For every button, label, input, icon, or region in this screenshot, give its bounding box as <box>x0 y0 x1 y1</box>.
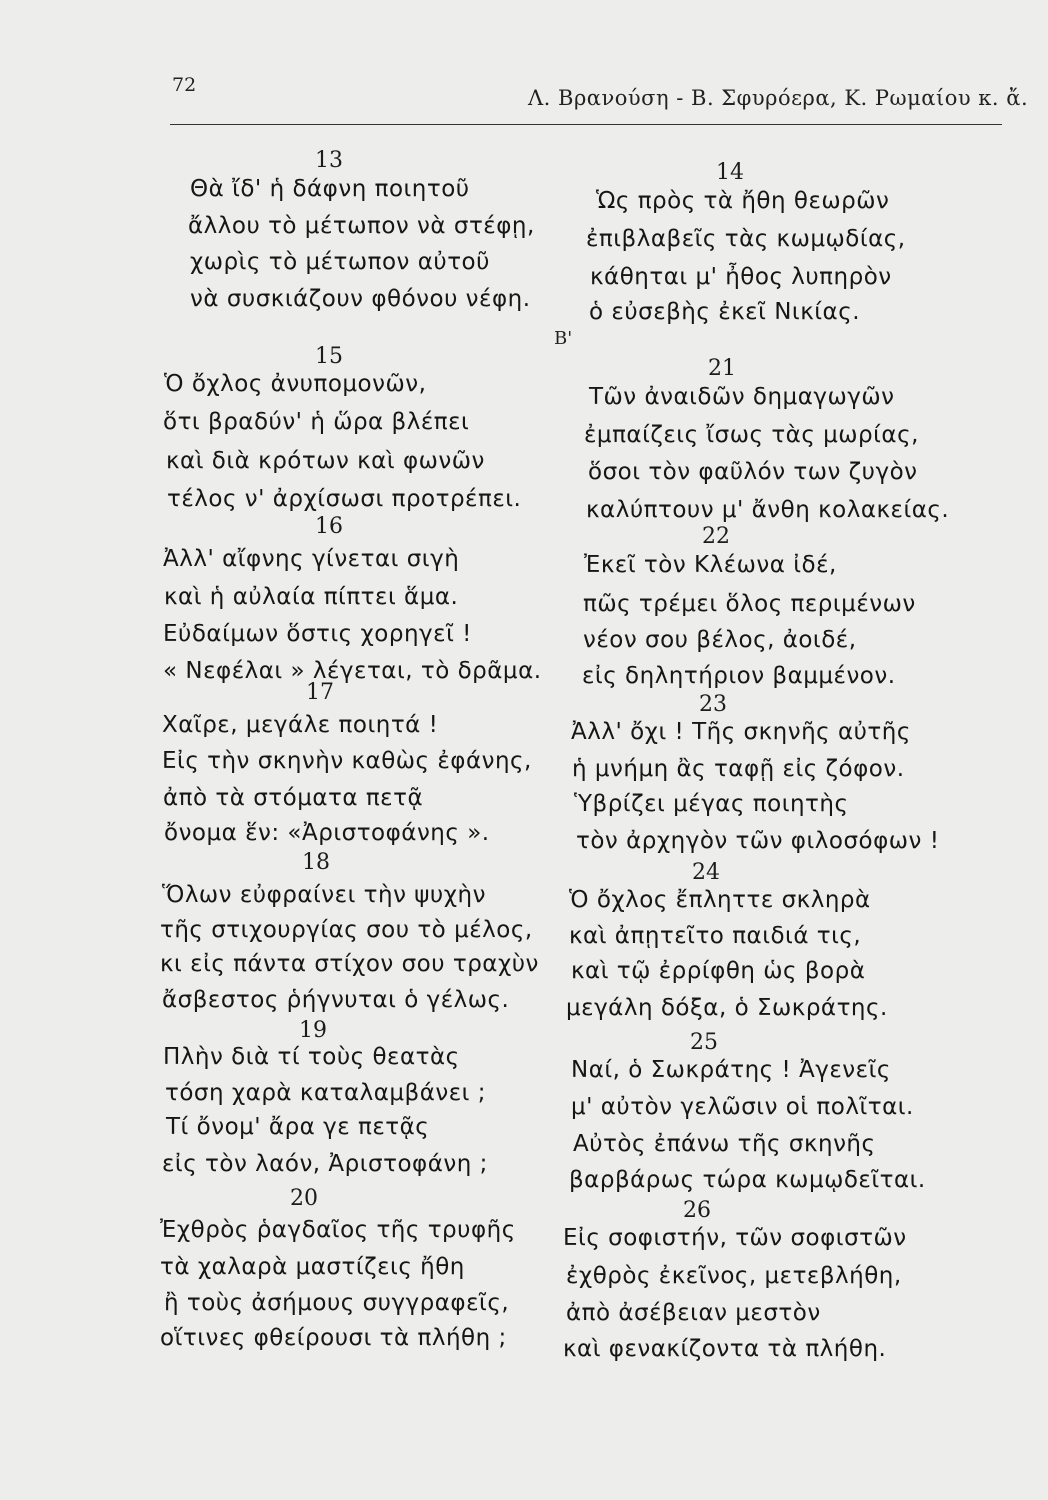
verse-line: ὁ εὐσεβὴς ἐκεῖ Νικίας. <box>589 299 861 325</box>
stanza-number: 22 <box>702 524 730 549</box>
verse-line: κι εἰς πάντα στίχον σου τραχὺν <box>160 951 539 977</box>
stanza-number: 16 <box>315 514 343 539</box>
verse-line: νὰ συσκιάζουν φθόνου νέφη. <box>190 286 531 312</box>
verse-line: καὶ διὰ κρότων καὶ φωνῶν <box>166 448 485 474</box>
verse-line: τόση χαρὰ καταλαμβάνει ; <box>165 1080 486 1106</box>
verse-line: ὅτι βραδύν' ἡ ὥρα βλέπει <box>163 409 470 435</box>
verse-line: Αὐτὸς ἐπάνω τῆς σκηνῆς <box>573 1131 876 1157</box>
stanza-number: 17 <box>306 680 334 705</box>
verse-line: Τῶν ἀναιδῶν δημαγωγῶν <box>589 384 895 410</box>
verse-line: τῆς στιχουργίας σου τὸ μέλος, <box>160 917 533 943</box>
verse-line: μ' αὐτὸν γελῶσιν οἱ πολῖται. <box>571 1094 914 1120</box>
verse-line: ἐπιβλαβεῖς τὰς κωμῳδίας, <box>586 226 906 252</box>
verse-line: Ὁ ὄχλος ἀνυπομονῶν, <box>164 371 427 397</box>
verse-line: ἀπὸ ἀσέβειαν μεστὸν <box>566 1300 821 1326</box>
verse-line: Πλὴν διὰ τί τοὺς θεατὰς <box>163 1044 460 1070</box>
verse-line: Ἐκεῖ τὸν Κλέωνα ἰδέ, <box>584 552 837 578</box>
verse-line: εἰς δηλητήριον βαμμένον. <box>582 663 896 689</box>
verse-line: μεγάλη δόξα, ὁ Σωκράτης. <box>566 995 888 1021</box>
verse-line: Ὡς πρὸς τὰ ἤθη θεωρῶν <box>596 188 890 214</box>
verse-line: τὸν ἀρχηγὸν τῶν φιλοσόφων ! <box>576 828 940 854</box>
verse-line: « Νεφέλαι » λέγεται, τὸ δρᾶμα. <box>163 658 542 684</box>
header-rule <box>170 124 1002 125</box>
verse-line: οἵτινες φθείρουσι τὰ πλήθη ; <box>160 1325 507 1351</box>
verse-line: καὶ ἀπῃτεῖτο παιδιά τις, <box>569 923 862 949</box>
verse-line: Ὅλων εὐφραίνει τὴν ψυχὴν <box>162 882 486 908</box>
verse-line: καὶ ἡ αὐλαία πίπτει ἅμα. <box>164 584 459 610</box>
verse-line: ὄνομα ἕν: «Ἀριστοφάνης ». <box>164 820 490 846</box>
stanza-number: 25 <box>690 1030 718 1055</box>
verse-line: Τί ὄνομ' ἄρα γε πετᾷς <box>166 1114 430 1140</box>
verse-line: χωρὶς τὸ μέτωπον αὐτοῦ <box>190 249 490 275</box>
verse-line: κάθηται μ' ἦθος λυπηρὸν <box>590 264 892 290</box>
verse-line: Ἀλλ' αἴφνης γίνεται σιγὴ <box>163 546 460 572</box>
stanza-number: 18 <box>302 850 330 875</box>
verse-line: ἐμπαίζεις ἴσως τὰς μωρίας, <box>584 422 919 448</box>
margin-mark: Β' <box>554 328 573 349</box>
verse-line: καλύπτουν μ' ἄνθη κολακείας. <box>586 497 950 523</box>
stanza-number: 26 <box>683 1198 711 1223</box>
verse-line: καὶ τῷ ἐρρίφθη ὡς βορὰ <box>571 958 866 984</box>
verse-line: ἐχθρὸς ἐκεῖνος, μετεβλήθη, <box>566 1263 902 1289</box>
stanza-number: 23 <box>699 692 727 717</box>
verse-line: καὶ φενακίζοντα τὰ πλήθη. <box>563 1336 887 1362</box>
verse-line: Ναί, ὁ Σωκράτης ! Ἀγενεῖς <box>571 1057 891 1083</box>
verse-line: Θὰ ἴδ' ἡ δάφνη ποιητοῦ <box>190 176 470 202</box>
stanza-number: 15 <box>315 344 343 369</box>
verse-line: νέον σου βέλος, ἀοιδέ, <box>583 627 857 653</box>
verse-line: Ὑβρίζει μέγας ποιητὴς <box>574 791 849 817</box>
running-head: Λ. Βρανούση - Β. Σφυρόερα, Κ. Ρωμαίου κ. ἄ. <box>528 86 1029 110</box>
verse-line: τὰ χαλαρὰ μαστίζεις ἤθη <box>160 1254 465 1280</box>
stanza-number: 19 <box>299 1018 327 1043</box>
verse-line: ἡ μνήμη ἂς ταφῇ εἰς ζόφον. <box>572 756 905 782</box>
verse-line: Εἰς σοφιστήν, τῶν σοφιστῶν <box>563 1225 907 1251</box>
verse-line: πῶς τρέμει ὅλος περιμένων <box>583 591 916 617</box>
stanza-number: 14 <box>716 160 744 185</box>
verse-line: Ἀλλ' ὄχι ! Τῆς σκηνῆς αὐτῆς <box>571 719 911 745</box>
page-number: 72 <box>172 74 197 96</box>
verse-line: βαρβάρως τώρα κωμῳδεῖται. <box>569 1167 926 1193</box>
verse-line: ἢ τοὺς ἀσήμους συγγραφεῖς, <box>164 1290 510 1316</box>
stanza-number: 21 <box>708 356 736 381</box>
verse-line: εἰς τὸν λαόν, Ἀριστοφάνη ; <box>162 1151 488 1177</box>
verse-line: ὅσοι τὸν φαῦλόν των ζυγὸν <box>588 459 918 485</box>
verse-line: Ἐχθρὸς ῥαγδαῖος τῆς τρυφῆς <box>160 1217 516 1243</box>
verse-line: Εὐδαίμων ὅστις χορηγεῖ ! <box>163 621 472 647</box>
verse-line: Εἰς τὴν σκηνὴν καθὼς ἐφάνης, <box>162 748 532 774</box>
verse-line: ἄσβεστος ῥήγνυται ὁ γέλως. <box>162 987 510 1013</box>
verse-line: ἄλλου τὸ μέτωπον νὰ στέφῃ, <box>188 213 535 239</box>
verse-line: Χαῖρε, μεγάλε ποιητά ! <box>162 712 439 738</box>
verse-line: ἀπὸ τὰ στόματα πετᾷ <box>163 785 424 811</box>
stanza-number: 24 <box>692 860 720 885</box>
stanza-number: 13 <box>315 148 343 173</box>
stanza-number: 20 <box>290 1186 318 1211</box>
verse-line: τέλος ν' ἀρχίσωσι προτρέπει. <box>167 486 522 512</box>
verse-line: Ὁ ὄχλος ἔπληττε σκληρὰ <box>569 887 871 913</box>
